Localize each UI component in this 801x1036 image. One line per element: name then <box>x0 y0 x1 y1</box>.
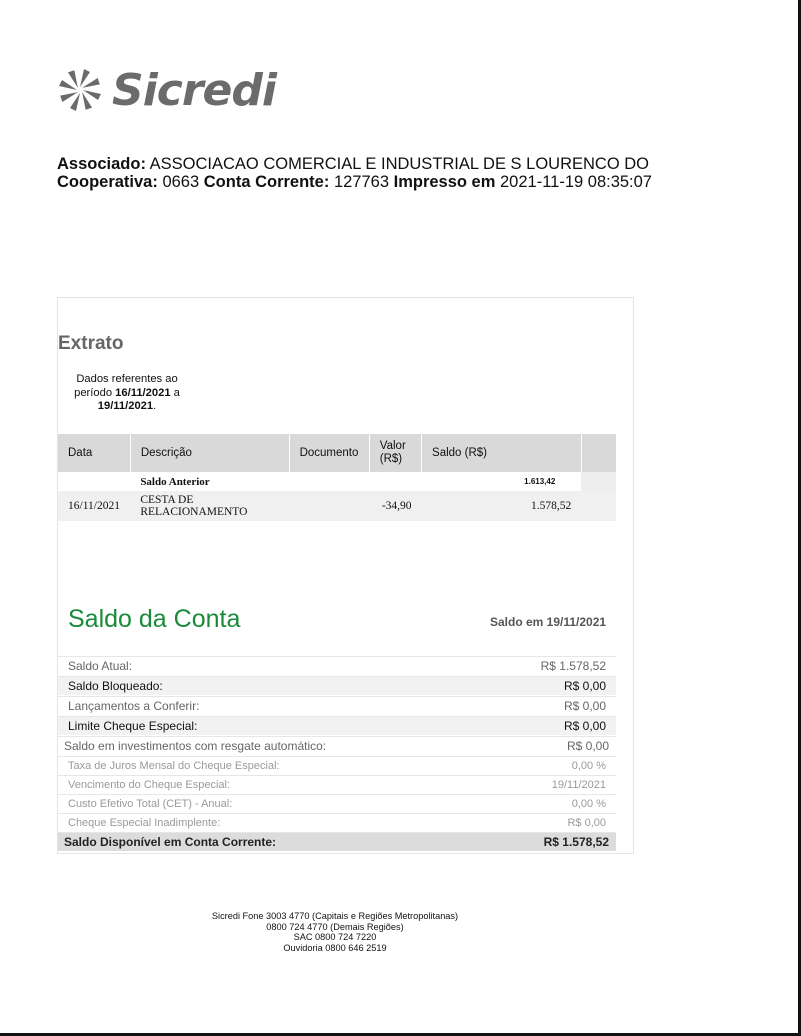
cooperativa-value: 0663 <box>162 173 200 191</box>
balance-label: Custo Efetivo Total (CET) - Anual: <box>68 798 233 810</box>
balance-value: R$ 1.578,52 <box>540 659 606 673</box>
footer-line: SAC 0800 724 7220 <box>293 932 377 942</box>
balance-label: Taxa de Juros Mensal do Cheque Especial: <box>68 760 280 772</box>
col-header-descricao: Descrição <box>130 434 289 472</box>
balance-label: Limite Cheque Especial: <box>68 719 198 733</box>
balance-row-limite-cheque <box>58 716 616 735</box>
cell-saldo: 1.578,52 <box>422 491 582 521</box>
balance-value: 19/11/2021 <box>551 779 606 791</box>
associado-value: ASSOCIACAO COMERCIAL E INDUSTRIAL DE S LOURENCO DO <box>149 155 649 173</box>
impresso-label: Impresso em <box>393 173 496 191</box>
extrato-title: Extrato <box>58 333 124 354</box>
footer-line: 0800 724 4770 (Demais Regiões) <box>266 921 404 932</box>
balance-label: Cheque Especial Inadimplente: <box>68 817 221 829</box>
cell-valor: -34,90 <box>369 491 421 521</box>
periodo-suffix: . <box>153 400 157 412</box>
sicredi-logo <box>56 62 276 118</box>
balance-label: Saldo Atual: <box>68 659 133 673</box>
cell-saldo: 1.613,42 <box>422 472 582 491</box>
table-row-saldo-anterior <box>58 472 616 491</box>
cell-spacer <box>581 491 616 521</box>
balance-row-taxa-juros <box>58 756 616 775</box>
table-header-row <box>58 434 616 472</box>
periodo-inicio: 16/11/2021 <box>115 386 171 399</box>
cell-descricao: Saldo Anterior <box>130 472 289 491</box>
associado-label: Associado: <box>57 155 146 173</box>
balance-row-cet <box>58 794 616 813</box>
col-header-documento: Documento <box>289 434 369 472</box>
col-header-saldo: Saldo (R$) <box>422 434 582 472</box>
periodo-conector: a <box>173 386 180 399</box>
periodo-prefix: Dados referentes ao período <box>74 373 178 399</box>
balance-label: Saldo em investimentos com resgate automático: <box>64 739 327 753</box>
cell-documento <box>289 491 369 521</box>
balance-value: 0,00 % <box>571 760 606 772</box>
transactions-table <box>58 434 616 521</box>
balance-value: R$ 1.578,52 <box>543 835 609 849</box>
sicredi-pinwheel-icon <box>56 66 104 114</box>
cell-data <box>58 472 130 491</box>
conta-line <box>57 173 652 191</box>
cell-documento <box>289 472 369 491</box>
balance-value: R$ 0,00 <box>567 817 606 829</box>
balance-label: Lançamentos a Conferir: <box>68 699 200 713</box>
table-row <box>58 491 616 521</box>
balance-value: R$ 0,00 <box>566 739 609 753</box>
footer-contacts <box>200 911 470 953</box>
balance-row-vencimento <box>58 775 616 794</box>
balance-row-investimentos <box>58 736 616 755</box>
balance-value: R$ 0,00 <box>563 679 606 693</box>
balance-row-saldo-disponivel <box>58 832 616 851</box>
periodo-text <box>66 373 188 414</box>
conta-value: 127763 <box>333 173 390 191</box>
col-header-spacer <box>581 434 616 472</box>
associado-line <box>57 155 652 173</box>
col-header-data: Data <box>58 434 130 472</box>
balance-row-inadimplente <box>58 813 616 832</box>
impresso-value: 2021-11-19 08:35:07 <box>500 173 652 191</box>
balance-label: Vencimento do Cheque Especial: <box>68 779 231 791</box>
col-header-valor: Valor (R$) <box>369 434 421 472</box>
conta-label: Conta Corrente: <box>203 173 330 191</box>
balance-value: R$ 0,00 <box>563 699 606 713</box>
cell-valor <box>369 472 421 491</box>
cooperativa-label: Cooperativa: <box>57 173 158 191</box>
balance-label: Saldo Disponível em Conta Corrente: <box>64 835 277 849</box>
footer-line: Sicredi Fone 3003 4770 (Capitais e Regiões Metropolitanas) <box>211 911 459 921</box>
footer-line: Ouvidoria 0800 646 2519 <box>283 942 387 953</box>
periodo-fim: 19/11/2021 <box>97 400 154 412</box>
cell-data: 16/11/2021 <box>58 491 130 521</box>
account-header <box>57 155 652 191</box>
saldo-conta-title: Saldo da Conta <box>68 605 241 633</box>
balance-row-lancamentos <box>58 696 616 715</box>
saldo-em-date: Saldo em 19/11/2021 <box>490 615 607 629</box>
cell-descricao: CESTA DE RELACIONAMENTO <box>130 491 289 521</box>
balance-row-saldo-atual <box>58 656 616 675</box>
balance-value: R$ 0,00 <box>563 719 606 733</box>
balance-value: 0,00 % <box>571 798 606 810</box>
balance-label: Saldo Bloqueado: <box>68 679 163 693</box>
logo-wordmark: Sicredi <box>112 64 276 116</box>
balance-row-saldo-bloqueado <box>58 676 616 695</box>
cell-spacer <box>581 472 616 491</box>
